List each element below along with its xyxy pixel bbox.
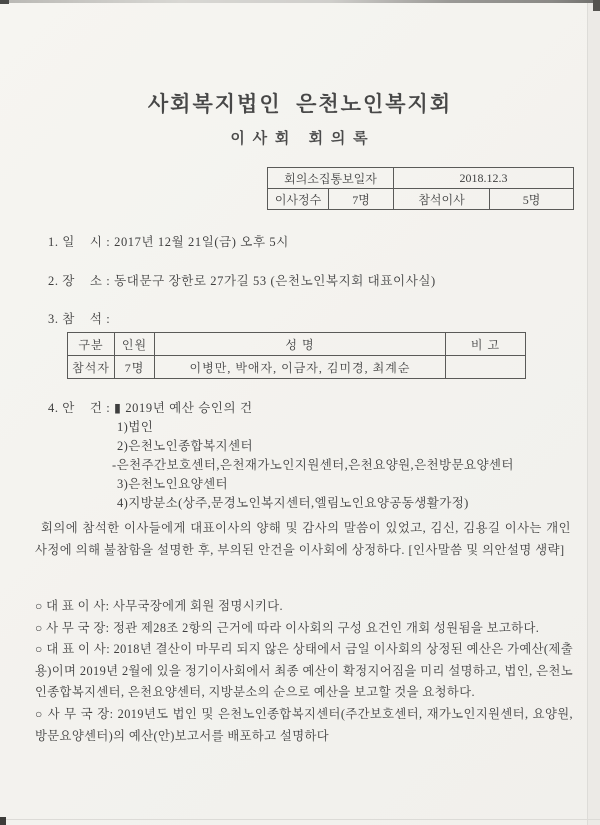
item-text: 2019년 예산 승인의 건 — [125, 401, 253, 415]
item-label: 3. 참 석 : — [48, 312, 111, 326]
attending-directors-label: 참석이사 — [394, 189, 490, 210]
col-header-names: 성 명 — [155, 333, 446, 356]
minutes-section — [35, 596, 573, 747]
item-location — [48, 271, 436, 289]
minute-text: 사무국장에게 회원 점명시키다. — [112, 599, 284, 613]
document-subtitle: 이 사 회 회 의 록 — [230, 131, 370, 147]
circle-bullet-icon: ○ — [35, 642, 43, 657]
attending-directors-value: 5명 — [490, 189, 574, 210]
minute-text: 2019년도 법인 및 은천노인종합복지센터(주간보호센터, 재가노인지원센터, 요양원, 방문요양센터)의 예산(안)보고서를 배포하고 설명하다 — [35, 706, 573, 743]
agenda-sub-item: 4)지방분소(상주,문경노인복지센터,엘림노인요양공동생활가정) — [117, 496, 469, 510]
scan-mark-bottom-left — [0, 817, 6, 825]
circle-bullet-icon: ○ — [35, 620, 43, 635]
item-text: 2017년 12월 21일(금) 오후 5시 — [114, 235, 289, 249]
agenda-sub-item: 2)은천노인종합복지센터 — [117, 439, 253, 453]
table-row — [68, 356, 526, 379]
scan-mark-top-left — [0, 0, 9, 4]
item-label: 1. 일 시 : — [48, 235, 111, 249]
director-quota-value: 7명 — [329, 189, 394, 210]
scan-edge-shade-right — [588, 0, 600, 825]
agenda-sublist — [112, 418, 514, 513]
col-header-category: 구분 — [68, 333, 115, 356]
circle-bullet-icon: ○ — [35, 706, 44, 721]
speaker-label: 대 표 이 사: — [46, 599, 110, 613]
minute-entry — [35, 639, 573, 704]
agenda-sub-item: -은천주간보호센터,은천재가노인지원센터,은천요양원,은천방문요양센터 — [112, 458, 514, 472]
item-attendance — [48, 309, 110, 327]
minute-entry — [35, 618, 573, 640]
minute-text: 정관 제28조 2항의 근거에 따라 이사회의 구성 요건인 개회 성원됨을 보고하다. — [112, 620, 540, 635]
minute-entry — [35, 596, 573, 618]
speaker-label: 대 표 이 사: — [46, 642, 111, 657]
table-row — [268, 168, 574, 189]
speaker-label: 사 무 국 장: — [47, 706, 114, 721]
circle-bullet-icon: ○ — [35, 599, 43, 613]
item-label: 2. 장 소 : — [48, 274, 111, 288]
scan-mark-top-right — [593, 0, 600, 11]
agenda-sub-item: 3)은천노인요양센터 — [117, 477, 229, 491]
item-agenda — [48, 398, 253, 416]
table-header-row — [68, 333, 526, 356]
minute-text: 2018년 결산이 마무리 되지 않은 상태에서 금일 이사회의 상정된 예산은 가예산(제출용)이며 2019년 2월에 있을 정기이사회에서 최종 예산이 확정지어짐을 미리 설명하고, 법인, 은천노인종합복지센터, 은천요양센터, 지방분소의 순으로 예산을 보고할 것을 요청하다. — [35, 642, 573, 700]
speaker-label: 사 무 국 장: — [46, 620, 110, 635]
cell-names: 이병만, 박애자, 이금자, 김미경, 최계순 — [155, 356, 446, 379]
item-label: 4. 안 건 : — [48, 401, 111, 415]
col-header-count: 인원 — [115, 333, 155, 356]
scan-edge-bottom — [0, 819, 600, 820]
cell-note — [446, 356, 526, 379]
item-text: 동대문구 장한로 27가길 53 (은천노인복지회 대표이사실) — [114, 274, 436, 288]
col-header-note: 비 고 — [446, 333, 526, 356]
item-datetime — [48, 232, 289, 250]
black-bar-marker-icon: ▮ — [114, 401, 122, 415]
notice-date-value: 2018.12.3 — [394, 168, 574, 189]
scan-edge-top — [0, 0, 600, 3]
agenda-sub-item: 1)법인 — [117, 420, 154, 434]
document-title: 사회복지법인 은천노인복지회 — [147, 92, 453, 116]
minute-entry — [35, 704, 573, 747]
director-quota-label: 이사정수 — [268, 189, 329, 210]
opening-paragraph: 회의에 참석한 이사들에게 대표이사의 양해 및 감사의 말씀이 있었고, 김신, 김용길 이사는 개인사정에 의해 불참함을 설명한 후, 부의된 안건을 이사회에 상정하다. [인사말씀 및 의안설명 생략] — [35, 521, 571, 557]
meeting-info-table — [267, 167, 574, 210]
notice-date-label: 회의소집통보일자 — [268, 168, 394, 189]
table-row — [268, 189, 574, 210]
cell-count: 7명 — [115, 356, 155, 379]
scan-edge-line-right — [587, 0, 588, 825]
attendance-table — [67, 332, 526, 379]
cell-category: 참석자 — [68, 356, 115, 379]
